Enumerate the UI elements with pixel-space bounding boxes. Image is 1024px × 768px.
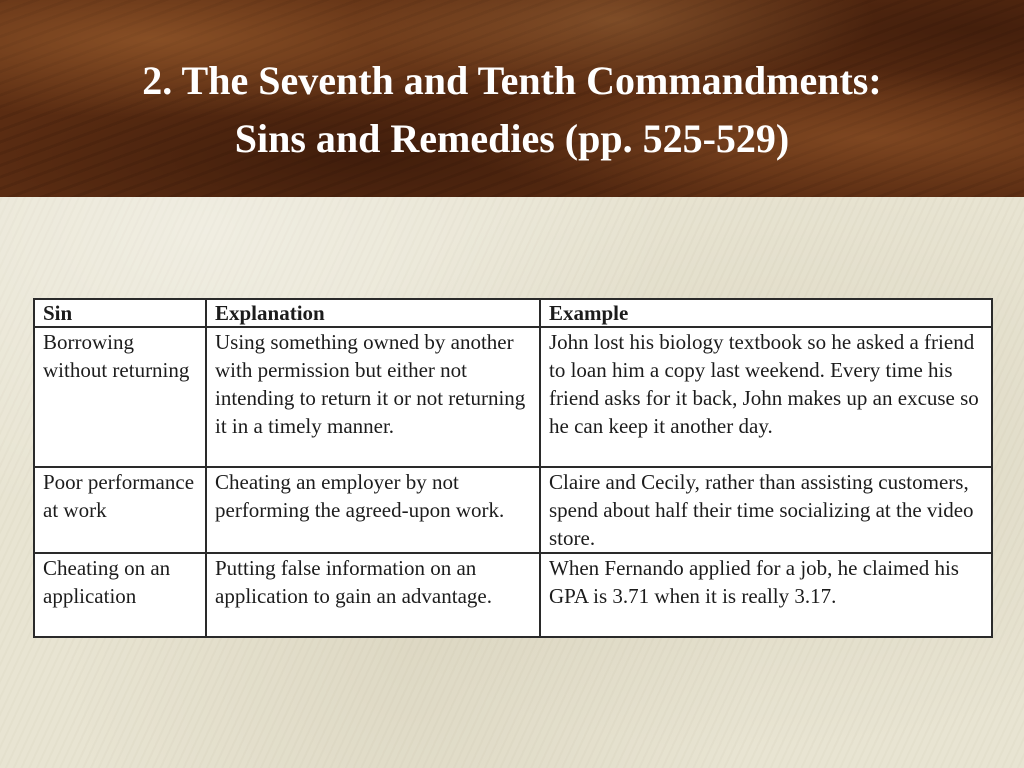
sin-cell: Poor performance at work <box>34 467 206 553</box>
slide-title <box>0 52 1024 168</box>
table-row <box>34 467 992 553</box>
table-row <box>34 327 992 467</box>
column-header-sin: Sin <box>34 299 206 327</box>
example-cell: When Fernando applied for a job, he claimed his GPA is 3.71 when it is really 3.17. <box>540 553 992 637</box>
example-cell: Claire and Cecily, rather than assisting customers, spend about half their time socializing at the video store. <box>540 467 992 553</box>
column-header-explanation: Explanation <box>206 299 540 327</box>
slide-title-line-2: Sins and Remedies (pp. 525-529) <box>234 116 790 161</box>
explanation-cell: Cheating an employer by not performing the agreed-upon work. <box>206 467 540 553</box>
table-row <box>34 553 992 637</box>
sin-cell: Borrowing without returning <box>34 327 206 467</box>
explanation-cell: Using something owned by another with permission but either not intending to return it or not returning it in a timely manner. <box>206 327 540 467</box>
example-cell: John lost his biology textbook so he asked a friend to loan him a copy last weekend. Every time his friend asks for it back, John makes up an excuse so he can keep it another day. <box>540 327 992 467</box>
sins-table <box>33 298 993 638</box>
slide-title-line-1: 2. The Seventh and Tenth Commandments: <box>142 58 882 103</box>
explanation-cell: Putting false information on an application to gain an advantage. <box>206 553 540 637</box>
sins-table-container <box>33 298 991 636</box>
table-header-row <box>34 299 992 327</box>
sin-cell: Cheating on an application <box>34 553 206 637</box>
column-header-example: Example <box>540 299 992 327</box>
